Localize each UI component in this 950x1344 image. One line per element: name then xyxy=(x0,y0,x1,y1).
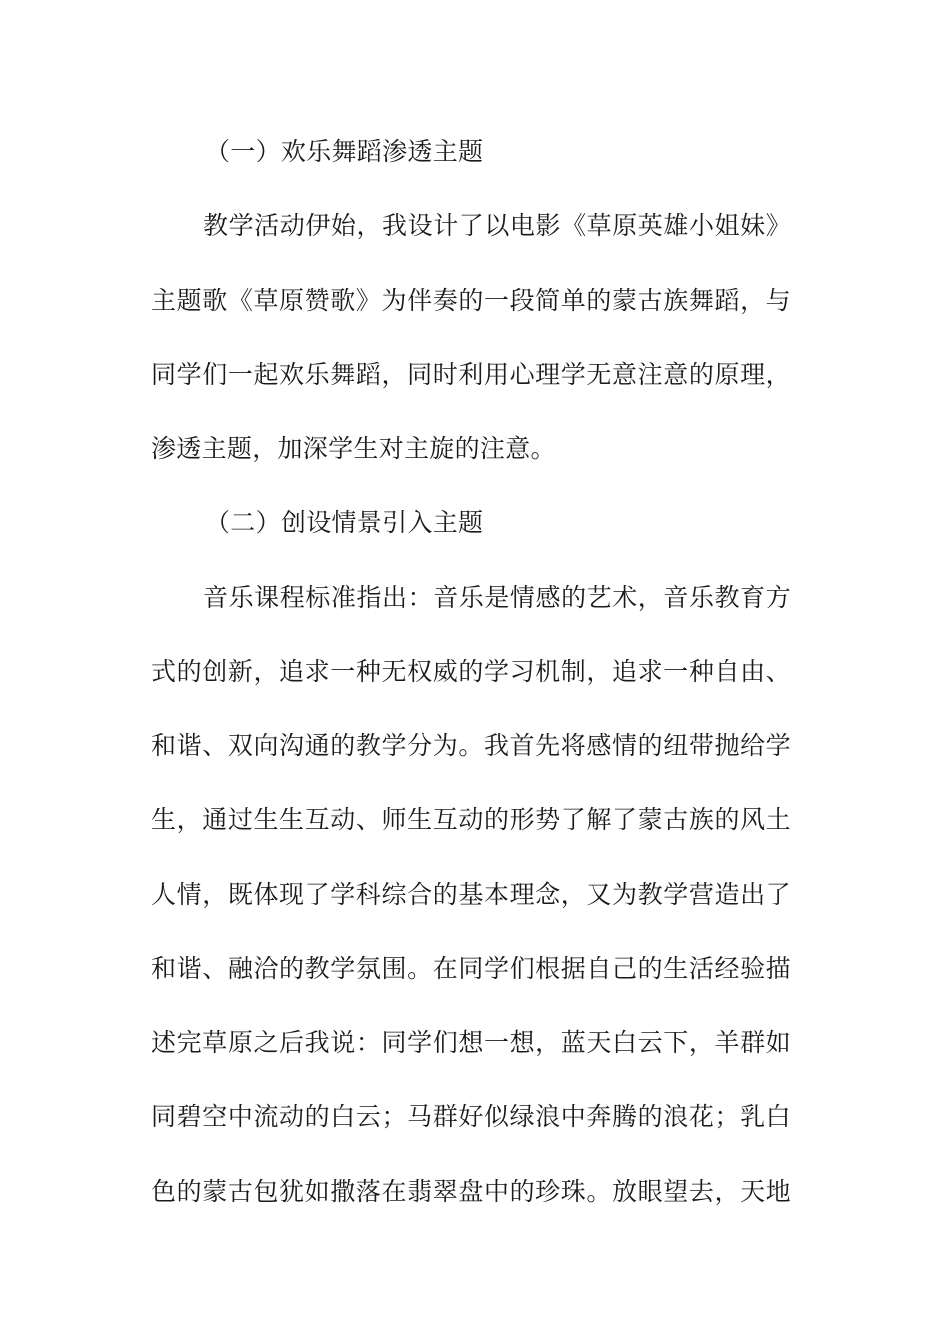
paragraph-line: 色的蒙古包犹如撒落在翡翠盘中的珍珠。放眼望去，天地 xyxy=(151,1177,791,1206)
paragraph-line: 和谐、双向沟通的教学分为。我首先将感情的纽带抛给学 xyxy=(151,731,791,760)
paragraph-line: 同学们一起欢乐舞蹈，同时利用心理学无意注意的原理， xyxy=(151,360,791,389)
paragraph-line: 述完草原之后我说：同学们想一想，蓝天白云下，羊群如 xyxy=(151,1028,791,1057)
paragraph-line: 人情，既体现了学科综合的基本理念，又为教学营造出了 xyxy=(151,880,791,909)
paragraph-line: 生，通过生生互动、师生互动的形势了解了蒙古族的风土 xyxy=(151,805,791,834)
section-heading-2: （二）创设情景引入主题 xyxy=(205,508,484,537)
paragraph-line: 渗透主题，加深学生对主旋的注意。 xyxy=(151,434,556,463)
paragraph-line: 和谐、融洽的教学氛围。在同学们根据自己的生活经验描 xyxy=(151,954,791,983)
section-heading-1: （一）欢乐舞蹈渗透主题 xyxy=(205,137,484,166)
paragraph-line: 式的创新，追求一种无权威的学习机制，追求一种自由、 xyxy=(151,657,791,686)
paragraph-line: 主题歌《草原赞歌》为伴奏的一段简单的蒙古族舞蹈，与 xyxy=(151,286,791,315)
paragraph-line: 教学活动伊始，我设计了以电影《草原英雄小姐妹》 xyxy=(203,211,791,240)
paragraph-line: 同碧空中流动的白云；马群好似绿浪中奔腾的浪花；乳白 xyxy=(151,1102,791,1131)
paragraph-line: 音乐课程标准指出：音乐是情感的艺术，音乐教育方 xyxy=(203,583,791,612)
